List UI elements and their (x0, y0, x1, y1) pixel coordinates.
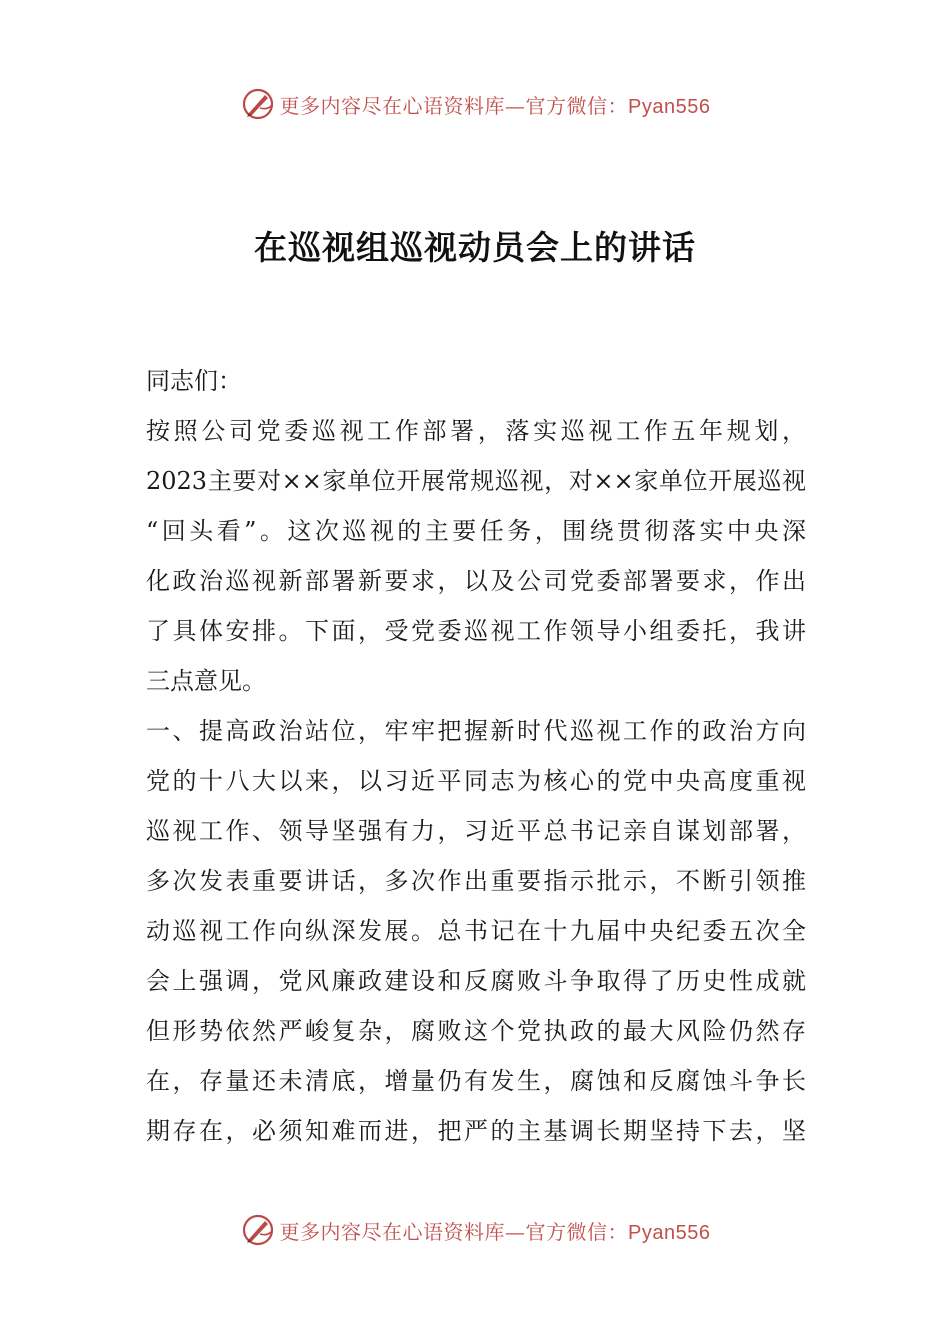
text-line: 多次发表重要讲话，多次作出重要指示批示，不断引领推 (146, 867, 806, 895)
header-banner (0, 84, 950, 124)
banner-text: 更多内容尽在心语资料库—官方微信：Pyan556 (279, 93, 711, 118)
pen-circle-icon (240, 86, 276, 122)
text-line: 在，存量还未清底，增量仍有发生，腐蚀和反腐蚀斗争长 (146, 1067, 806, 1095)
pen-circle-icon (240, 1212, 276, 1248)
text-line: 同志们： (146, 367, 242, 395)
footer-banner (0, 1210, 950, 1250)
banner-text: 更多内容尽在心语资料库—官方微信：Pyan556 (279, 1219, 711, 1244)
text-line: 期存在，必须知难而进，把严的主基调长期坚持下去，坚 (146, 1117, 806, 1145)
text-line: 党的十八大以来，以习近平同志为核心的党中央高度重视 (146, 767, 806, 795)
text-line: 动巡视工作向纵深发展。总书记在十九届中央纪委五次全 (146, 917, 806, 945)
text-line: 会上强调，党风廉政建设和反腐败斗争取得了历史性成就 (146, 967, 806, 995)
text-line: 化政治巡视新部署新要求，以及公司党委部署要求，作出 (146, 567, 806, 595)
text-line: 巡视工作、领导坚强有力，习近平总书记亲自谋划部署， (146, 817, 806, 845)
text-line: “回头看”。这次巡视的主要任务，围绕贯彻落实中央深 (146, 517, 806, 545)
text-line: 了具体安排。下面，受党委巡视工作领导小组委托，我讲 (146, 617, 806, 645)
text-line: 三点意见。 (146, 667, 266, 695)
wechat-handle: Pyan556 (628, 1221, 711, 1244)
wechat-handle: Pyan556 (628, 95, 711, 118)
text-line: 按照公司党委巡视工作部署，落实巡视工作五年规划， (146, 417, 806, 445)
text-line: 2023主要对××家单位开展常规巡视，对××家单位开展巡视 (146, 467, 806, 495)
section-heading: 一、提高政治站位，牢牢把握新时代巡视工作的政治方向 (146, 717, 806, 745)
document-body (146, 356, 806, 1156)
text-line: 但形势依然严峻复杂，腐败这个党执政的最大风险仍然存 (146, 1017, 806, 1045)
page-title: 在巡视组巡视动员会上的讲话 (254, 228, 696, 267)
